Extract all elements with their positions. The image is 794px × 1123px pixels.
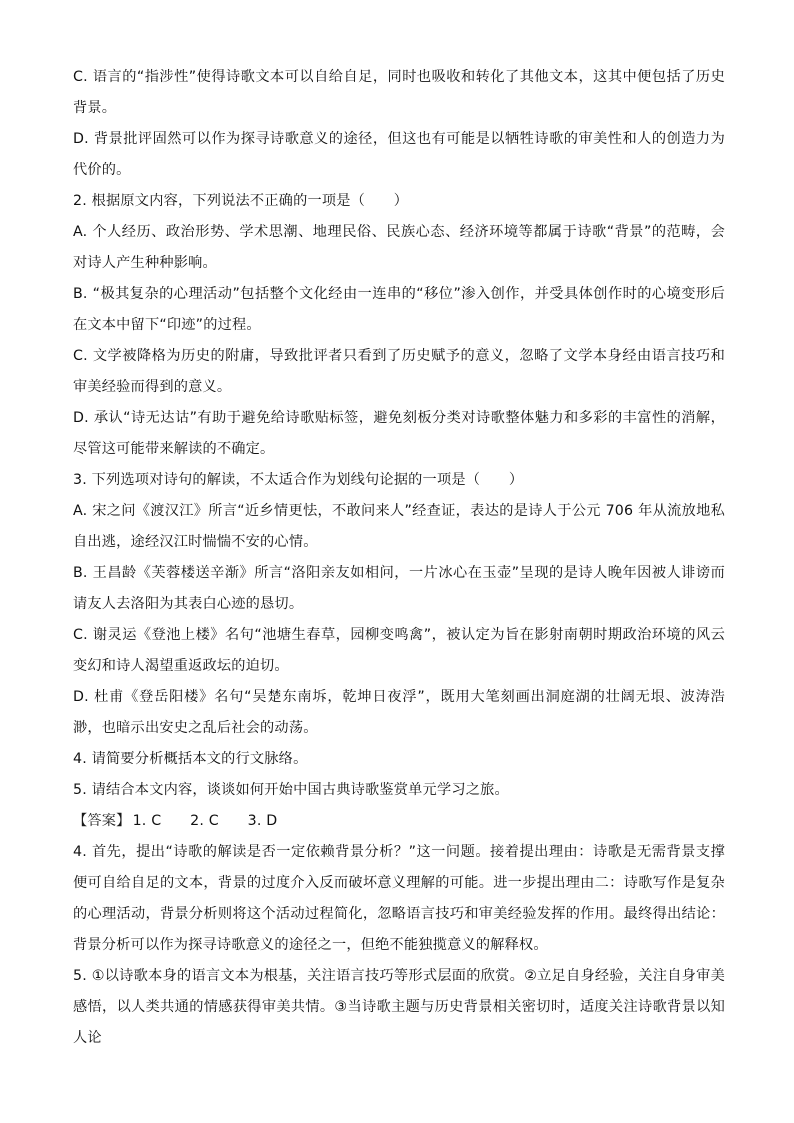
option-a-q3: A. 宋之问《渡汉江》所言“近乡情更怯，不敢问来人”经查证，表达的是诗人于公元 706 年从流放地私自出逃，途经汉江时惴惴不安的心情。 [73, 503, 725, 550]
option-c-q3: C. 谢灵运《登池上楼》名句“池塘生春草，园柳变鸣禽”，被认定为旨在影射南朝时期政治环境的风云变幻和诗人渴望重返政坛的迫切。 [73, 627, 725, 674]
answer-tag: 【答案】 [73, 813, 131, 829]
explanation-4: 4. 首先，提出“诗歌的解读是否一定依赖背景分析？”这一问题。接着提出理由：诗歌是无需背景支撑便可自给自足的文本，背景的过度介入反而破坏意义理解的可能。进一步提出理由二：诗歌写作是复杂的心理活动，背景分析则将这个活动过程简化，忽略语言技巧和审美经验发挥的作用。最终得出结论：背景分析可以作为探寻诗歌意义的途径之一，但绝不能独揽意义的解释权。 [73, 844, 725, 953]
option-b-q3: B. 王昌龄《芙蓉楼送辛渐》所言“洛阳亲友如相问，一片冰心在玉壶”呈现的是诗人晚年因被人诽谤而请友人去洛阳为其表白心迹的恳切。 [73, 565, 725, 612]
document-page [73, 62, 725, 1054]
question-5: 5. 请结合本文内容，谈谈如何开始中国古典诗歌鉴赏单元学习之旅。 [73, 782, 509, 798]
option-a-q2: A. 个人经历、政治形势、学术思潮、地理民俗、民族心态、经济环境等都属于诗歌“背景”的范畴，会对诗人产生种种影响。 [73, 224, 725, 271]
answer-values: 1. C 2. C 3. D [132, 813, 278, 829]
question-4: 4. 请简要分析概括本文的行文脉络。 [73, 751, 308, 767]
explanation-5: 5. ①以诗歌本身的语言文本为根基，关注语言技巧等形式层面的欣赏。②立足自身经验，关注自身审美感悟，以人类共通的情感获得审美共情。③当诗歌主题与历史背景相关密切时，适度关注诗歌背景以知人论 [73, 968, 725, 1046]
question-3: 3. 下列选项对诗句的解读，不太适合作为划线句论据的一项是（ ） [73, 472, 524, 488]
option-d-q2: D. 承认“诗无达诂”有助于避免给诗歌贴标签，避免刻板分类对诗歌整体魅力和多彩的丰富性的消解，尽管这可能带来解读的不确定。 [73, 410, 725, 457]
option-d-q3: D. 杜甫《登岳阳楼》名句“吴楚东南坼，乾坤日夜浮”，既用大笔刻画出洞庭湖的壮阔无垠、波涛浩渺，也暗示出安史之乱后社会的动荡。 [73, 689, 725, 736]
option-d-q1: D. 背景批评固然可以作为探寻诗歌意义的途径，但这也有可能是以牺牲诗歌的审美性和人的创造力为代价的。 [73, 131, 725, 178]
option-b-q2: B. “极其复杂的心理活动”包括整个文化经由一连串的“移位”渗入创作，并受具体创作时的心境变形后在文本中留下“印迹”的过程。 [73, 286, 725, 333]
option-c-q1: C. 语言的“指涉性”使得诗歌文本可以自给自足，同时也吸收和转化了其他文本，这其中便包括了历史背景。 [73, 69, 725, 116]
answer-line [73, 806, 725, 837]
option-c-q2: C. 文学被降格为历史的附庸，导致批评者只看到了历史赋予的意义，忽略了文学本身经由语言技巧和审美经验而得到的意义。 [73, 348, 725, 395]
question-2: 2. 根据原文内容，下列说法不正确的一项是（ ） [73, 193, 409, 209]
